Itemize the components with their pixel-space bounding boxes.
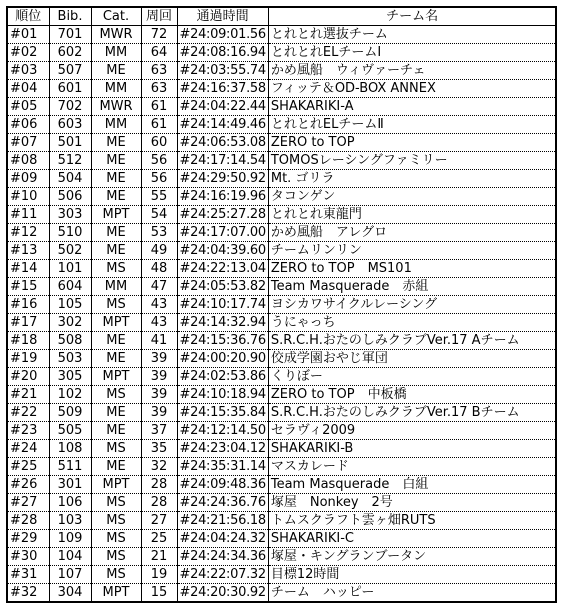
team-name-cell: S.R.C.H.おたのしみクラブVer.17 Bチーム — [268, 404, 556, 422]
table-row — [7, 26, 556, 44]
table-row — [7, 152, 556, 170]
category-cell: MPT — [91, 314, 141, 332]
time-cell: #24:20:30.92 — [177, 584, 268, 603]
rank-cell: #08 — [7, 152, 49, 170]
rank-cell: #24 — [7, 440, 49, 458]
category-cell: ME — [91, 134, 141, 152]
table-row — [7, 206, 556, 224]
bib-cell: 104 — [49, 548, 91, 566]
laps-cell: 60 — [141, 134, 177, 152]
laps-cell: 61 — [141, 116, 177, 134]
team-name-cell: ZERO to TOP 中板橋 — [268, 386, 556, 404]
rank-cell: #31 — [7, 566, 49, 584]
rank-cell: #20 — [7, 368, 49, 386]
time-cell: #24:21:56.18 — [177, 512, 268, 530]
category-cell: MM — [91, 116, 141, 134]
team-name-cell: かめ風船 アレグロ — [268, 224, 556, 242]
table-row — [7, 584, 556, 603]
rank-cell: #30 — [7, 548, 49, 566]
laps-cell: 54 — [141, 206, 177, 224]
category-cell: ME — [91, 458, 141, 476]
team-name-cell: セラヴィ2009 — [268, 422, 556, 440]
bib-cell: 510 — [49, 224, 91, 242]
rank-cell: #07 — [7, 134, 49, 152]
bib-cell: 303 — [49, 206, 91, 224]
laps-cell: 48 — [141, 260, 177, 278]
rank-cell: #29 — [7, 530, 49, 548]
rank-cell: #18 — [7, 332, 49, 350]
time-cell: #24:16:19.96 — [177, 188, 268, 206]
results-body — [7, 26, 556, 603]
bib-cell: 601 — [49, 80, 91, 98]
category-cell: ME — [91, 332, 141, 350]
time-cell: #24:10:17.74 — [177, 296, 268, 314]
team-name-cell: Team Masquerade 赤組 — [268, 278, 556, 296]
time-cell: #24:02:53.86 — [177, 368, 268, 386]
rank-cell: #13 — [7, 242, 49, 260]
table-row — [7, 422, 556, 440]
rank-cell: #21 — [7, 386, 49, 404]
laps-cell: 21 — [141, 548, 177, 566]
table-row — [7, 80, 556, 98]
laps-cell: 37 — [141, 422, 177, 440]
laps-cell: 39 — [141, 350, 177, 368]
rank-cell: #16 — [7, 296, 49, 314]
bib-cell: 702 — [49, 98, 91, 116]
laps-cell: 41 — [141, 332, 177, 350]
category-cell: MPT — [91, 206, 141, 224]
table-row — [7, 512, 556, 530]
rank-cell: #04 — [7, 80, 49, 98]
team-name-cell: チームリンリン — [268, 242, 556, 260]
bib-cell: 505 — [49, 422, 91, 440]
rank-cell: #32 — [7, 584, 49, 603]
bib-cell: 301 — [49, 476, 91, 494]
category-cell: MS — [91, 530, 141, 548]
category-cell: ME — [91, 170, 141, 188]
time-cell: #24:29:50.92 — [177, 170, 268, 188]
bib-cell: 106 — [49, 494, 91, 512]
bib-cell: 512 — [49, 152, 91, 170]
category-cell: MM — [91, 278, 141, 296]
bib-cell: 502 — [49, 242, 91, 260]
team-name-cell: SHAKARIKI-A — [268, 98, 556, 116]
time-cell: #24:15:36.76 — [177, 332, 268, 350]
bib-cell: 302 — [49, 314, 91, 332]
team-name-cell: チーム ハッピー — [268, 584, 556, 603]
laps-cell: 55 — [141, 188, 177, 206]
table-row — [7, 188, 556, 206]
rank-cell: #03 — [7, 62, 49, 80]
header-row — [7, 7, 556, 26]
time-cell: #24:15:35.84 — [177, 404, 268, 422]
laps-cell: 39 — [141, 368, 177, 386]
team-name-cell: ZERO to TOP MS101 — [268, 260, 556, 278]
category-cell: MS — [91, 296, 141, 314]
bib-cell: 507 — [49, 62, 91, 80]
time-cell: #24:16:37.58 — [177, 80, 268, 98]
category-cell: ME — [91, 242, 141, 260]
category-cell: MM — [91, 80, 141, 98]
laps-cell: 27 — [141, 512, 177, 530]
laps-cell: 64 — [141, 44, 177, 62]
laps-cell: 63 — [141, 62, 177, 80]
time-cell: #24:14:32.94 — [177, 314, 268, 332]
table-row — [7, 296, 556, 314]
time-cell: #24:05:53.82 — [177, 278, 268, 296]
results-table — [6, 6, 557, 603]
time-cell: #24:06:53.08 — [177, 134, 268, 152]
team-name-cell: 塚屋・キングランブータン — [268, 548, 556, 566]
team-name-cell: SHAKARIKI-B — [268, 440, 556, 458]
table-row — [7, 44, 556, 62]
table-row — [7, 242, 556, 260]
rank-cell: #28 — [7, 512, 49, 530]
bib-cell: 108 — [49, 440, 91, 458]
bib-cell: 107 — [49, 566, 91, 584]
rank-cell: #09 — [7, 170, 49, 188]
team-name-cell: うにゃっち — [268, 314, 556, 332]
table-row — [7, 224, 556, 242]
team-name-cell: くりぼー — [268, 368, 556, 386]
bib-cell: 506 — [49, 188, 91, 206]
team-name-cell: マスカレード — [268, 458, 556, 476]
category-cell: ME — [91, 404, 141, 422]
team-name-cell: ヨシカワサイクルレーシング — [268, 296, 556, 314]
laps-cell: 72 — [141, 26, 177, 44]
bib-cell: 105 — [49, 296, 91, 314]
team-name-cell: とれとれ選抜チーム — [268, 26, 556, 44]
time-cell: #24:22:13.04 — [177, 260, 268, 278]
team-name-cell: とれとれELチームⅠ — [268, 44, 556, 62]
team-name-cell: トムスクラフト雲ヶ畑RUTS — [268, 512, 556, 530]
rank-cell: #19 — [7, 350, 49, 368]
team-name-cell: Team Masquerade 白組 — [268, 476, 556, 494]
rank-cell: #23 — [7, 422, 49, 440]
bib-cell: 701 — [49, 26, 91, 44]
laps-cell: 19 — [141, 566, 177, 584]
category-cell: ME — [91, 188, 141, 206]
header-team: チーム名 — [268, 7, 556, 26]
header-rank: 順位 — [7, 7, 49, 26]
category-cell: ME — [91, 152, 141, 170]
laps-cell: 25 — [141, 530, 177, 548]
team-name-cell: かめ風船 ウィヴァーチェ — [268, 62, 556, 80]
time-cell: #24:04:24.32 — [177, 530, 268, 548]
table-row — [7, 350, 556, 368]
rank-cell: #22 — [7, 404, 49, 422]
laps-cell: 35 — [141, 440, 177, 458]
table-row — [7, 530, 556, 548]
category-cell: MWR — [91, 26, 141, 44]
table-row — [7, 314, 556, 332]
results-header — [7, 7, 556, 26]
table-row — [7, 62, 556, 80]
rank-cell: #17 — [7, 314, 49, 332]
table-row — [7, 170, 556, 188]
bib-cell: 602 — [49, 44, 91, 62]
laps-cell: 39 — [141, 404, 177, 422]
team-name-cell: とれとれELチームⅡ — [268, 116, 556, 134]
laps-cell: 49 — [141, 242, 177, 260]
laps-cell: 43 — [141, 296, 177, 314]
laps-cell: 39 — [141, 386, 177, 404]
laps-cell: 53 — [141, 224, 177, 242]
time-cell: #24:17:14.54 — [177, 152, 268, 170]
team-name-cell: フィッテ＆OD-BOX ANNEX — [268, 80, 556, 98]
time-cell: #24:23:04.12 — [177, 440, 268, 458]
time-cell: #24:08:16.94 — [177, 44, 268, 62]
time-cell: #24:12:14.50 — [177, 422, 268, 440]
category-cell: ME — [91, 350, 141, 368]
table-row — [7, 458, 556, 476]
table-row — [7, 476, 556, 494]
bib-cell: 305 — [49, 368, 91, 386]
rank-cell: #01 — [7, 26, 49, 44]
time-cell: #24:22:07.32 — [177, 566, 268, 584]
time-cell: #24:03:55.74 — [177, 62, 268, 80]
bib-cell: 103 — [49, 512, 91, 530]
table-row — [7, 548, 556, 566]
category-cell: MS — [91, 512, 141, 530]
bib-cell: 509 — [49, 404, 91, 422]
table-row — [7, 404, 556, 422]
table-row — [7, 116, 556, 134]
bib-cell: 604 — [49, 278, 91, 296]
category-cell: ME — [91, 224, 141, 242]
category-cell: MS — [91, 260, 141, 278]
laps-cell: 32 — [141, 458, 177, 476]
header-bib: Bib. — [49, 7, 91, 26]
rank-cell: #25 — [7, 458, 49, 476]
bib-cell: 501 — [49, 134, 91, 152]
team-name-cell: 塚屋 Nonkey 2号 — [268, 494, 556, 512]
category-cell: MS — [91, 548, 141, 566]
category-cell: ME — [91, 62, 141, 80]
table-row — [7, 134, 556, 152]
time-cell: #24:04:39.60 — [177, 242, 268, 260]
time-cell: #24:24:36.76 — [177, 494, 268, 512]
time-cell: #24:09:01.56 — [177, 26, 268, 44]
laps-cell: 43 — [141, 314, 177, 332]
team-name-cell: ZERO to TOP — [268, 134, 556, 152]
rank-cell: #05 — [7, 98, 49, 116]
table-row — [7, 440, 556, 458]
laps-cell: 28 — [141, 476, 177, 494]
laps-cell: 61 — [141, 98, 177, 116]
time-cell: #24:04:22.44 — [177, 98, 268, 116]
laps-cell: 47 — [141, 278, 177, 296]
team-name-cell: S.R.C.H.おたのしみクラブVer.17 Aチーム — [268, 332, 556, 350]
rank-cell: #14 — [7, 260, 49, 278]
rank-cell: #26 — [7, 476, 49, 494]
team-name-cell: 佼成学園おやじ軍団 — [268, 350, 556, 368]
laps-cell: 15 — [141, 584, 177, 603]
bib-cell: 109 — [49, 530, 91, 548]
category-cell: MS — [91, 566, 141, 584]
laps-cell: 63 — [141, 80, 177, 98]
table-row — [7, 494, 556, 512]
table-row — [7, 332, 556, 350]
category-cell: MM — [91, 44, 141, 62]
bib-cell: 511 — [49, 458, 91, 476]
time-cell: #24:10:18.94 — [177, 386, 268, 404]
category-cell: MS — [91, 440, 141, 458]
bib-cell: 102 — [49, 386, 91, 404]
table-row — [7, 566, 556, 584]
time-cell: #24:09:48.36 — [177, 476, 268, 494]
category-cell: MPT — [91, 368, 141, 386]
table-row — [7, 98, 556, 116]
header-laps: 周回 — [141, 7, 177, 26]
bib-cell: 603 — [49, 116, 91, 134]
category-cell: ME — [91, 422, 141, 440]
table-row — [7, 260, 556, 278]
team-name-cell: Mt. ゴリラ — [268, 170, 556, 188]
time-cell: #24:24:34.36 — [177, 548, 268, 566]
team-name-cell: とれとれ東龍門 — [268, 206, 556, 224]
table-row — [7, 278, 556, 296]
rank-cell: #10 — [7, 188, 49, 206]
laps-cell: 56 — [141, 170, 177, 188]
rank-cell: #06 — [7, 116, 49, 134]
table-row — [7, 368, 556, 386]
team-name-cell: SHAKARIKI-C — [268, 530, 556, 548]
bib-cell: 504 — [49, 170, 91, 188]
laps-cell: 28 — [141, 494, 177, 512]
category-cell: MPT — [91, 584, 141, 603]
rank-cell: #02 — [7, 44, 49, 62]
team-name-cell: タコンゲン — [268, 188, 556, 206]
time-cell: #24:00:20.90 — [177, 350, 268, 368]
table-row — [7, 386, 556, 404]
time-cell: #24:14:49.46 — [177, 116, 268, 134]
team-name-cell: TOMOSレーシングファミリー — [268, 152, 556, 170]
bib-cell: 503 — [49, 350, 91, 368]
category-cell: MWR — [91, 98, 141, 116]
time-cell: #24:35:31.14 — [177, 458, 268, 476]
header-category: Cat. — [91, 7, 141, 26]
laps-cell: 56 — [141, 152, 177, 170]
bib-cell: 304 — [49, 584, 91, 603]
rank-cell: #11 — [7, 206, 49, 224]
time-cell: #24:25:27.28 — [177, 206, 268, 224]
time-cell: #24:17:07.00 — [177, 224, 268, 242]
category-cell: MS — [91, 386, 141, 404]
rank-cell: #27 — [7, 494, 49, 512]
rank-cell: #15 — [7, 278, 49, 296]
category-cell: MS — [91, 494, 141, 512]
team-name-cell: 目標12時間 — [268, 566, 556, 584]
bib-cell: 101 — [49, 260, 91, 278]
header-time: 通過時間 — [177, 7, 268, 26]
rank-cell: #12 — [7, 224, 49, 242]
bib-cell: 508 — [49, 332, 91, 350]
category-cell: MPT — [91, 476, 141, 494]
